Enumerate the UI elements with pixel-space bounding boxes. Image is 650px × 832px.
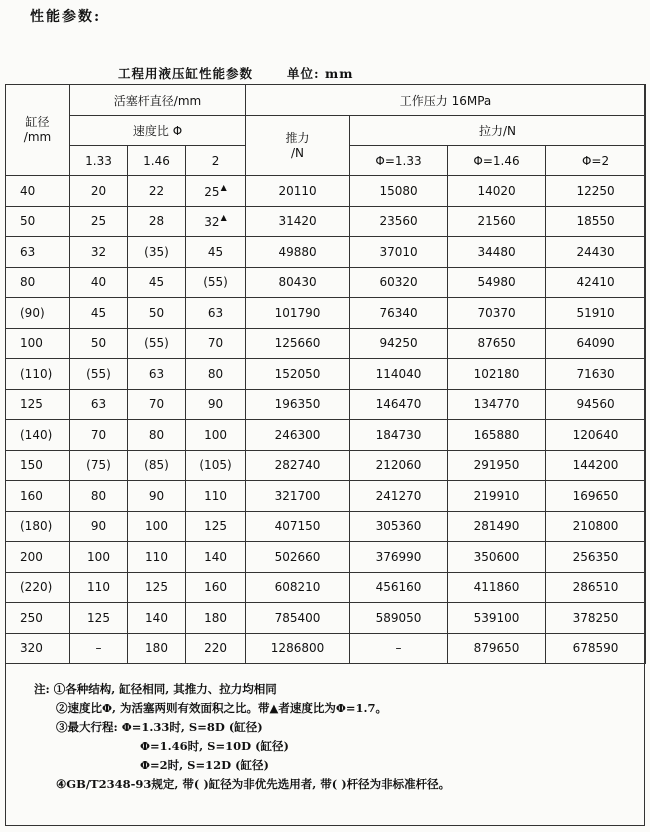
- rod-133-cell: 32: [70, 237, 128, 268]
- bore-cell: (110): [6, 359, 70, 390]
- pull-2-cell: 378250: [546, 603, 646, 634]
- push-cell: 20110: [246, 176, 350, 207]
- rod-133-cell: 25: [70, 206, 128, 237]
- table-caption: [118, 64, 353, 82]
- bore-cell: 320: [6, 633, 70, 664]
- rod-2-cell: 63: [186, 298, 246, 329]
- rod-133-cell: 90: [70, 511, 128, 542]
- notes: [34, 680, 624, 794]
- table-row: [6, 359, 646, 390]
- note-line: ③最大行程: Φ=1.33时, S=8D (缸径): [56, 720, 263, 734]
- pull-146-cell: 350600: [448, 542, 546, 573]
- rod-146-cell: 45: [128, 267, 186, 298]
- table-body: [6, 176, 646, 664]
- bore-cell: 40: [6, 176, 70, 207]
- push-cell: 785400: [246, 603, 350, 634]
- push-cell: 31420: [246, 206, 350, 237]
- pull-146-cell: 165880: [448, 420, 546, 451]
- table-row: [6, 572, 646, 603]
- pull-2-cell: 169650: [546, 481, 646, 512]
- table-row: [6, 603, 646, 634]
- pull-133-cell: 37010: [350, 237, 448, 268]
- bore-cell: 200: [6, 542, 70, 573]
- pull-133-cell: –: [350, 633, 448, 664]
- header-pull-ratio-2: Φ=2: [546, 146, 646, 176]
- rod-133-cell: 100: [70, 542, 128, 573]
- triangle-mark: ▲: [220, 182, 227, 192]
- rod-146-cell: 125: [128, 572, 186, 603]
- pull-133-cell: 15080: [350, 176, 448, 207]
- rod-146-cell: (35): [128, 237, 186, 268]
- push-cell: 80430: [246, 267, 350, 298]
- pull-2-cell: 12250: [546, 176, 646, 207]
- pull-146-cell: 34480: [448, 237, 546, 268]
- push-cell: 502660: [246, 542, 350, 573]
- pull-2-cell: 144200: [546, 450, 646, 481]
- pull-146-cell: 291950: [448, 450, 546, 481]
- table-unit: 单位: mm: [287, 66, 354, 81]
- push-cell: 608210: [246, 572, 350, 603]
- header-ratio-2: 2: [186, 146, 246, 176]
- pull-2-cell: 210800: [546, 511, 646, 542]
- header-rod-diameter: 活塞杆直径/mm: [70, 85, 246, 116]
- push-cell: 49880: [246, 237, 350, 268]
- rod-2-cell: 110: [186, 481, 246, 512]
- rod-146-cell: 90: [128, 481, 186, 512]
- rod-133-cell: 63: [70, 389, 128, 420]
- rod-2-cell: 25▲: [186, 176, 246, 207]
- rod-133-cell: 80: [70, 481, 128, 512]
- note-line: Φ=1.46时, S=10D (缸径): [140, 739, 289, 753]
- bore-cell: (140): [6, 420, 70, 451]
- pull-2-cell: 120640: [546, 420, 646, 451]
- pull-146-cell: 70370: [448, 298, 546, 329]
- table-row: [6, 633, 646, 664]
- pull-2-cell: 71630: [546, 359, 646, 390]
- bore-cell: (220): [6, 572, 70, 603]
- rod-2-cell: 220: [186, 633, 246, 664]
- header-ratio-146: 1.46: [128, 146, 186, 176]
- rod-2-cell: 45: [186, 237, 246, 268]
- push-cell: 246300: [246, 420, 350, 451]
- bore-cell: 80: [6, 267, 70, 298]
- rod-146-cell: 140: [128, 603, 186, 634]
- rod-146-cell: (55): [128, 328, 186, 359]
- bore-cell: 50: [6, 206, 70, 237]
- header-working-pressure: 工作压力 16MPa: [246, 85, 646, 116]
- rod-133-cell: 125: [70, 603, 128, 634]
- rod-2-cell: 70: [186, 328, 246, 359]
- rod-2-cell: 125: [186, 511, 246, 542]
- table-row: [6, 389, 646, 420]
- pull-146-cell: 14020: [448, 176, 546, 207]
- header-speed-ratio: 速度比 Φ: [70, 116, 246, 146]
- pull-133-cell: 305360: [350, 511, 448, 542]
- rod-146-cell: 63: [128, 359, 186, 390]
- pull-2-cell: 64090: [546, 328, 646, 359]
- pull-146-cell: 281490: [448, 511, 546, 542]
- pull-133-cell: 60320: [350, 267, 448, 298]
- table-title: 工程用液压缸性能参数: [118, 66, 254, 81]
- pull-133-cell: 76340: [350, 298, 448, 329]
- section-title: 性能参数:: [30, 9, 102, 25]
- note-line: ②速度比Φ, 为活塞两则有效面积之比。带▲者速度比为Φ=1.7。: [56, 701, 388, 715]
- pull-2-cell: 42410: [546, 267, 646, 298]
- rod-2-cell: 140: [186, 542, 246, 573]
- pull-133-cell: 184730: [350, 420, 448, 451]
- table-row: [6, 420, 646, 451]
- pull-2-cell: 18550: [546, 206, 646, 237]
- pull-133-cell: 212060: [350, 450, 448, 481]
- header-pull-ratio-133: Φ=1.33: [350, 146, 448, 176]
- rod-133-cell: 45: [70, 298, 128, 329]
- pull-133-cell: 114040: [350, 359, 448, 390]
- bore-cell: 125: [6, 389, 70, 420]
- rod-133-cell: 70: [70, 420, 128, 451]
- note-line: 注: ①各种结构, 缸径相同, 其推力、拉力均相同: [34, 682, 277, 696]
- header-push: 推力 /N: [246, 116, 350, 176]
- rod-133-cell: –: [70, 633, 128, 664]
- push-cell: 407150: [246, 511, 350, 542]
- table-row: [6, 481, 646, 512]
- table-row: [6, 542, 646, 573]
- bore-cell: 63: [6, 237, 70, 268]
- pull-146-cell: 539100: [448, 603, 546, 634]
- pull-2-cell: 678590: [546, 633, 646, 664]
- rod-146-cell: 22: [128, 176, 186, 207]
- header-bore: 缸径 /mm: [6, 85, 70, 176]
- rod-133-cell: 20: [70, 176, 128, 207]
- rod-146-cell: 70: [128, 389, 186, 420]
- pull-133-cell: 589050: [350, 603, 448, 634]
- table-row: [6, 237, 646, 268]
- rod-133-cell: (75): [70, 450, 128, 481]
- pull-2-cell: 256350: [546, 542, 646, 573]
- push-cell: 101790: [246, 298, 350, 329]
- bore-cell: (180): [6, 511, 70, 542]
- pull-133-cell: 376990: [350, 542, 448, 573]
- rod-146-cell: 100: [128, 511, 186, 542]
- rod-146-cell: 110: [128, 542, 186, 573]
- table-row: [6, 450, 646, 481]
- bore-cell: 100: [6, 328, 70, 359]
- push-cell: 152050: [246, 359, 350, 390]
- bore-cell: 150: [6, 450, 70, 481]
- rod-146-cell: (85): [128, 450, 186, 481]
- rod-146-cell: 180: [128, 633, 186, 664]
- header-pull-ratio-146: Φ=1.46: [448, 146, 546, 176]
- pull-146-cell: 102180: [448, 359, 546, 390]
- rod-2-cell: 160: [186, 572, 246, 603]
- rod-133-cell: 110: [70, 572, 128, 603]
- table-row: [6, 267, 646, 298]
- push-cell: 125660: [246, 328, 350, 359]
- pull-146-cell: 21560: [448, 206, 546, 237]
- pull-146-cell: 411860: [448, 572, 546, 603]
- pull-133-cell: 146470: [350, 389, 448, 420]
- bore-cell: 160: [6, 481, 70, 512]
- push-cell: 321700: [246, 481, 350, 512]
- note-line: Φ=2时, S=12D (缸径): [140, 758, 269, 772]
- rod-146-cell: 80: [128, 420, 186, 451]
- bore-cell: 250: [6, 603, 70, 634]
- rod-133-cell: (55): [70, 359, 128, 390]
- push-cell: 1286800: [246, 633, 350, 664]
- rod-133-cell: 40: [70, 267, 128, 298]
- note-line: ④GB/T2348-93规定, 带( )缸径为非优先选用者, 带( )杆径为非标准杆径。: [56, 777, 451, 791]
- rod-2-cell: 90: [186, 389, 246, 420]
- header-ratio-133: 1.33: [70, 146, 128, 176]
- pull-146-cell: 54980: [448, 267, 546, 298]
- triangle-mark: ▲: [220, 213, 227, 223]
- header-pull: 拉力/N: [350, 116, 646, 146]
- pull-2-cell: 51910: [546, 298, 646, 329]
- bore-cell: (90): [6, 298, 70, 329]
- table-row: [6, 298, 646, 329]
- pull-146-cell: 879650: [448, 633, 546, 664]
- table-row: [6, 206, 646, 237]
- push-cell: 282740: [246, 450, 350, 481]
- rod-146-cell: 28: [128, 206, 186, 237]
- rod-133-cell: 50: [70, 328, 128, 359]
- rod-2-cell: 100: [186, 420, 246, 451]
- pull-146-cell: 87650: [448, 328, 546, 359]
- performance-table: [5, 84, 646, 664]
- pull-146-cell: 134770: [448, 389, 546, 420]
- push-cell: 196350: [246, 389, 350, 420]
- pull-2-cell: 286510: [546, 572, 646, 603]
- rod-2-cell: 32▲: [186, 206, 246, 237]
- pull-133-cell: 456160: [350, 572, 448, 603]
- pull-133-cell: 94250: [350, 328, 448, 359]
- rod-146-cell: 50: [128, 298, 186, 329]
- rod-2-cell: 180: [186, 603, 246, 634]
- rod-2-cell: (105): [186, 450, 246, 481]
- table-row: [6, 511, 646, 542]
- rod-2-cell: 80: [186, 359, 246, 390]
- rod-2-cell: (55): [186, 267, 246, 298]
- pull-2-cell: 24430: [546, 237, 646, 268]
- table-row: [6, 176, 646, 207]
- pull-146-cell: 219910: [448, 481, 546, 512]
- pull-133-cell: 241270: [350, 481, 448, 512]
- table-row: [6, 328, 646, 359]
- pull-133-cell: 23560: [350, 206, 448, 237]
- pull-2-cell: 94560: [546, 389, 646, 420]
